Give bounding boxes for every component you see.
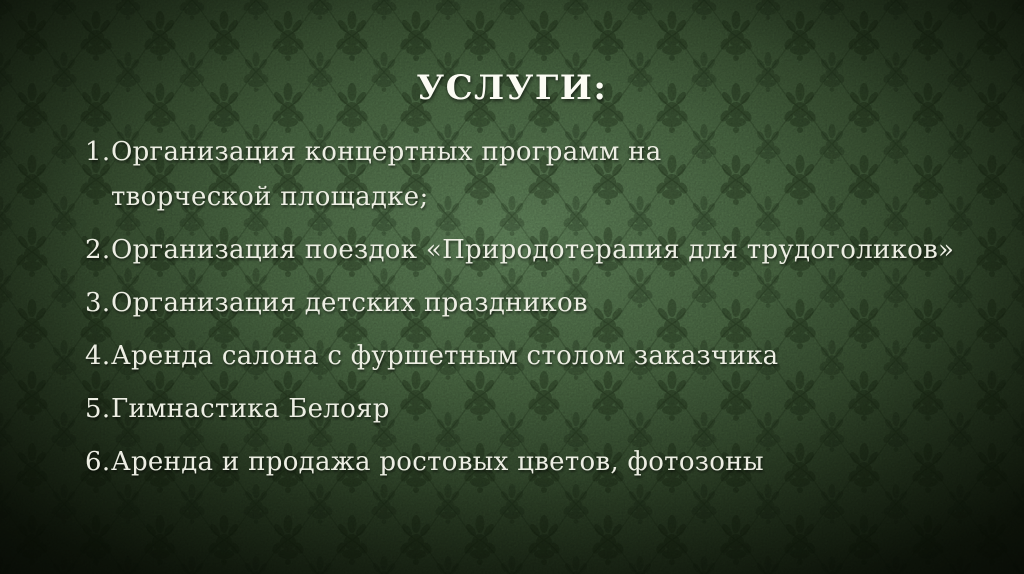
list-item-text: Аренда и продажа ростовых цветов, фотозоны [111,447,764,477]
list-item-number: 6. [85,447,111,477]
list-item-number: 1. [85,137,111,167]
list-item [85,440,984,485]
list-item-number: 2. [85,235,111,265]
list-item-text: Организация детских праздников [111,288,588,318]
list-item-text: Аренда салона с фуршетным столом заказчика [111,341,779,371]
list-item-number: 3. [85,288,111,318]
list-item-number: 4. [85,341,111,371]
list-item [85,130,984,220]
list-item-text: Гимнастика Белояр [111,394,390,424]
list-item [85,228,984,273]
list-item-number: 5. [85,394,111,424]
list-item-text: Организация концертных программ на творческой площадке; [111,137,662,212]
list-item [85,334,984,379]
list-item [85,281,984,326]
services-list [85,130,984,493]
list-item-text: Организация поездок «Природотерапия для трудоголиков» [111,235,955,265]
slide-title: УСЛУГИ: [416,68,608,108]
list-item [85,387,984,432]
